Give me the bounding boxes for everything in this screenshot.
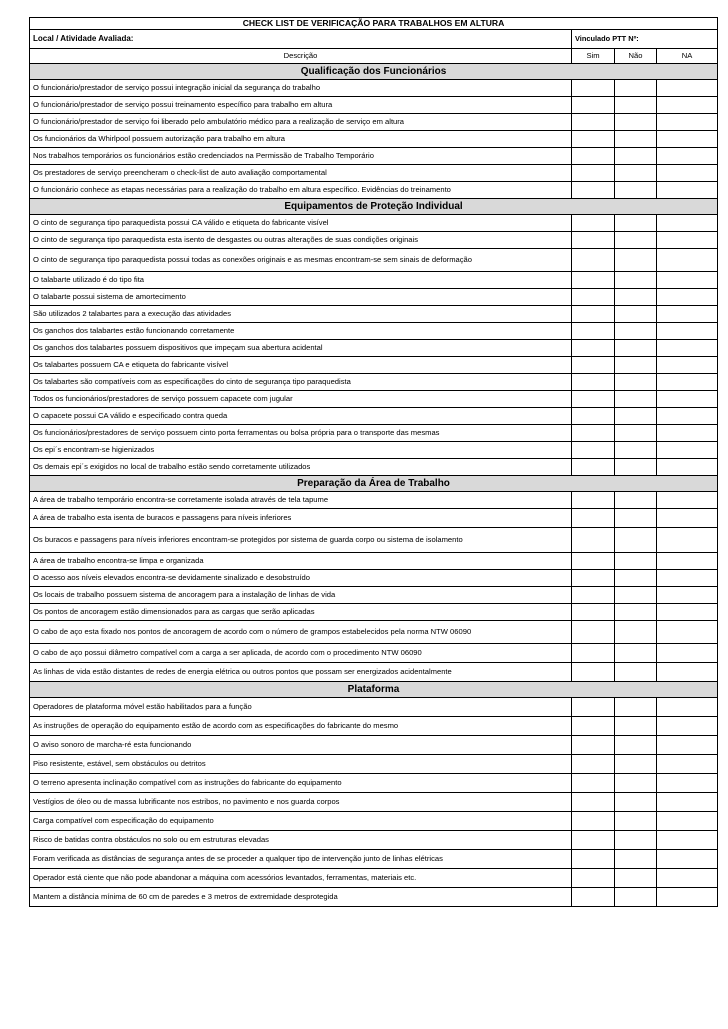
checklist-item-row xyxy=(30,736,718,755)
answer-na-cell[interactable] xyxy=(657,148,718,165)
answer-sim-cell[interactable] xyxy=(572,459,615,476)
answer-na-cell[interactable] xyxy=(657,289,718,306)
checklist-item-row xyxy=(30,272,718,289)
col-sim: Sim xyxy=(572,49,615,64)
answer-nao-cell[interactable] xyxy=(615,182,657,199)
section-title: Equipamentos de Proteção Individual xyxy=(30,199,718,215)
answer-sim-cell[interactable] xyxy=(572,215,615,232)
item-description: Os prestadores de serviço preencheram o check-list de auto avaliação comportamental xyxy=(30,165,572,182)
answer-nao-cell[interactable] xyxy=(615,736,657,755)
answer-nao-cell[interactable] xyxy=(615,215,657,232)
item-description: As instruções de operação do equipamento estão de acordo com as especificações do fabricante do mesmo xyxy=(30,717,572,736)
checklist-item-row xyxy=(30,442,718,459)
answer-sim-cell[interactable] xyxy=(572,570,615,587)
answer-na-cell[interactable] xyxy=(657,850,718,869)
answer-nao-cell[interactable] xyxy=(615,492,657,509)
checklist-title: CHECK LIST DE VERIFICAÇÃO PARA TRABALHOS EM ALTURA xyxy=(30,18,718,30)
answer-sim-cell[interactable] xyxy=(572,165,615,182)
section-header-row xyxy=(30,199,718,215)
checklist-item-row xyxy=(30,425,718,442)
answer-na-cell[interactable] xyxy=(657,888,718,907)
answer-nao-cell[interactable] xyxy=(615,323,657,340)
answer-na-cell[interactable] xyxy=(657,182,718,199)
checklist-item-row xyxy=(30,374,718,391)
section-title: Qualificação dos Funcionários xyxy=(30,64,718,80)
item-description: Todos os funcionários/prestadores de serviço possuem capacete com jugular xyxy=(30,391,572,408)
answer-sim-cell[interactable] xyxy=(572,97,615,114)
answer-na-cell[interactable] xyxy=(657,357,718,374)
answer-sim-cell[interactable] xyxy=(572,249,615,272)
item-description: O cinto de segurança tipo paraquedista possui CA válido e etiqueta do fabricante visível xyxy=(30,215,572,232)
section-header-row xyxy=(30,682,718,698)
answer-sim-cell[interactable] xyxy=(572,148,615,165)
answer-nao-cell[interactable] xyxy=(615,509,657,528)
answer-sim-cell[interactable] xyxy=(572,553,615,570)
answer-nao-cell[interactable] xyxy=(615,165,657,182)
answer-nao-cell[interactable] xyxy=(615,289,657,306)
checklist-item-row xyxy=(30,459,718,476)
checklist-item-row xyxy=(30,888,718,907)
checklist-item-row xyxy=(30,97,718,114)
answer-na-cell[interactable] xyxy=(657,272,718,289)
answer-nao-cell[interactable] xyxy=(615,869,657,888)
answer-sim-cell[interactable] xyxy=(572,323,615,340)
answer-nao-cell[interactable] xyxy=(615,425,657,442)
checklist-item-row xyxy=(30,306,718,323)
item-description: O funcionário conhece as etapas necessárias para a realização do trabalho em altura específico. Evidências do treinamento xyxy=(30,182,572,199)
answer-nao-cell[interactable] xyxy=(615,774,657,793)
item-description: A área de trabalho temporário encontra-se corretamente isolada através de tela tapume xyxy=(30,492,572,509)
answer-nao-cell[interactable] xyxy=(615,812,657,831)
answer-na-cell[interactable] xyxy=(657,509,718,528)
item-description: O terreno apresenta inclinação compatível com as instruções do fabricante do equipamento xyxy=(30,774,572,793)
item-description: O talabarte possui sistema de amortecimento xyxy=(30,289,572,306)
answer-sim-cell[interactable] xyxy=(572,182,615,199)
section-header-row xyxy=(30,64,718,80)
answer-nao-cell[interactable] xyxy=(615,604,657,621)
answer-sim-cell[interactable] xyxy=(572,528,615,553)
answer-sim-cell[interactable] xyxy=(572,717,615,736)
answer-na-cell[interactable] xyxy=(657,323,718,340)
item-description: Os talabartes possuem CA e etiqueta do fabricante visível xyxy=(30,357,572,374)
answer-nao-cell[interactable] xyxy=(615,131,657,148)
answer-nao-cell[interactable] xyxy=(615,717,657,736)
title-row xyxy=(30,18,718,30)
answer-sim-cell[interactable] xyxy=(572,80,615,97)
item-description: Nos trabalhos temporários os funcionários estão credenciados na Permissão de Trabalho Temporário xyxy=(30,148,572,165)
answer-nao-cell[interactable] xyxy=(615,442,657,459)
col-descricao: Descrição xyxy=(30,49,572,64)
answer-na-cell[interactable] xyxy=(657,604,718,621)
answer-na-cell[interactable] xyxy=(657,492,718,509)
answer-sim-cell[interactable] xyxy=(572,425,615,442)
item-description: Os buracos e passagens para níveis inferiores encontram-se protegidos por sistema de guarda corpo ou sistema de isolamento xyxy=(30,528,572,553)
answer-na-cell[interactable] xyxy=(657,374,718,391)
checklist-item-row xyxy=(30,621,718,644)
answer-sim-cell[interactable] xyxy=(572,831,615,850)
answer-sim-cell[interactable] xyxy=(572,340,615,357)
checklist-item-row xyxy=(30,663,718,682)
answer-nao-cell[interactable] xyxy=(615,232,657,249)
col-nao: Não xyxy=(615,49,657,64)
answer-sim-cell[interactable] xyxy=(572,621,615,644)
item-description: As linhas de vida estão distantes de redes de energia elétrica ou outros pontos que possam ser energizados acidentalmente xyxy=(30,663,572,682)
item-description: São utilizados 2 talabartes para a execução das atividades xyxy=(30,306,572,323)
checklist-item-row xyxy=(30,131,718,148)
local-atividade-field[interactable]: Local / Atividade Avaliada: xyxy=(30,30,572,49)
item-description: O funcionário/prestador de serviço possui treinamento específico para trabalho em altura xyxy=(30,97,572,114)
item-description: O aviso sonoro de marcha-ré esta funcionando xyxy=(30,736,572,755)
answer-sim-cell[interactable] xyxy=(572,289,615,306)
checklist-item-row xyxy=(30,755,718,774)
answer-sim-cell[interactable] xyxy=(572,492,615,509)
section-header-row xyxy=(30,476,718,492)
answer-na-cell[interactable] xyxy=(657,408,718,425)
checklist-item-row xyxy=(30,80,718,97)
checklist-item-row xyxy=(30,570,718,587)
answer-sim-cell[interactable] xyxy=(572,850,615,869)
answer-na-cell[interactable] xyxy=(657,391,718,408)
answer-nao-cell[interactable] xyxy=(615,553,657,570)
answer-nao-cell[interactable] xyxy=(615,459,657,476)
answer-nao-cell[interactable] xyxy=(615,850,657,869)
answer-nao-cell[interactable] xyxy=(615,357,657,374)
answer-sim-cell[interactable] xyxy=(572,812,615,831)
answer-na-cell[interactable] xyxy=(657,306,718,323)
column-header-row xyxy=(30,49,718,64)
item-description: Os pontos de ancoragem estão dimensionados para as cargas que serão aplicadas xyxy=(30,604,572,621)
checklist-item-row xyxy=(30,165,718,182)
answer-na-cell[interactable] xyxy=(657,215,718,232)
answer-nao-cell[interactable] xyxy=(615,621,657,644)
section-title: Plataforma xyxy=(30,682,718,698)
answer-nao-cell[interactable] xyxy=(615,391,657,408)
answer-sim-cell[interactable] xyxy=(572,131,615,148)
answer-sim-cell[interactable] xyxy=(572,587,615,604)
answer-na-cell[interactable] xyxy=(657,755,718,774)
answer-sim-cell[interactable] xyxy=(572,114,615,131)
answer-na-cell[interactable] xyxy=(657,459,718,476)
answer-nao-cell[interactable] xyxy=(615,148,657,165)
item-description: Risco de batidas contra obstáculos no solo ou em estruturas elevadas xyxy=(30,831,572,850)
answer-nao-cell[interactable] xyxy=(615,570,657,587)
checklist-item-row xyxy=(30,717,718,736)
answer-na-cell[interactable] xyxy=(657,717,718,736)
item-description: A área de trabalho encontra-se limpa e organizada xyxy=(30,553,572,570)
answer-nao-cell[interactable] xyxy=(615,114,657,131)
checklist-item-row xyxy=(30,831,718,850)
checklist-item-row xyxy=(30,492,718,509)
answer-nao-cell[interactable] xyxy=(615,97,657,114)
section-title: Preparação da Área de Trabalho xyxy=(30,476,718,492)
item-description: O cabo de aço possui diâmetro compatível com a carga a ser aplicada, de acordo com o procedimento NTW 06090 xyxy=(30,644,572,663)
answer-nao-cell[interactable] xyxy=(615,272,657,289)
checklist-item-row xyxy=(30,289,718,306)
checklist-item-row xyxy=(30,774,718,793)
answer-nao-cell[interactable] xyxy=(615,374,657,391)
item-description: A área de trabalho esta isenta de buracos e passagens para níveis inferiores xyxy=(30,509,572,528)
checklist-item-row xyxy=(30,553,718,570)
checklist-item-row xyxy=(30,357,718,374)
item-description: Vestígios de óleo ou de massa lubrificante nos estribos, no pavimento e nos guarda corpos xyxy=(30,793,572,812)
checklist-item-row xyxy=(30,232,718,249)
answer-nao-cell[interactable] xyxy=(615,306,657,323)
answer-sim-cell[interactable] xyxy=(572,408,615,425)
item-description: O acesso aos níveis elevados encontra-se devidamente sinalizado e desobstruído xyxy=(30,570,572,587)
answer-sim-cell[interactable] xyxy=(572,391,615,408)
answer-nao-cell[interactable] xyxy=(615,888,657,907)
answer-na-cell[interactable] xyxy=(657,165,718,182)
checklist-table xyxy=(29,17,718,907)
answer-na-cell[interactable] xyxy=(657,698,718,717)
answer-sim-cell[interactable] xyxy=(572,272,615,289)
item-description: Os demais epi´s exigidos no local de trabalho estão sendo corretamente utilizados xyxy=(30,459,572,476)
answer-na-cell[interactable] xyxy=(657,442,718,459)
item-description: Operador está ciente que não pode abandonar a máquina com acessórios levantados, ferramentas, materiais etc. xyxy=(30,869,572,888)
answer-na-cell[interactable] xyxy=(657,80,718,97)
answer-sim-cell[interactable] xyxy=(572,888,615,907)
answer-sim-cell[interactable] xyxy=(572,604,615,621)
checklist-item-row xyxy=(30,114,718,131)
answer-sim-cell[interactable] xyxy=(572,374,615,391)
answer-sim-cell[interactable] xyxy=(572,663,615,682)
answer-nao-cell[interactable] xyxy=(615,249,657,272)
answer-na-cell[interactable] xyxy=(657,812,718,831)
item-description: Mantem a distância mínima de 60 cm de paredes e 3 metros de extremidade desprotegida xyxy=(30,888,572,907)
answer-na-cell[interactable] xyxy=(657,553,718,570)
local-row xyxy=(30,30,718,49)
answer-na-cell[interactable] xyxy=(657,528,718,553)
answer-nao-cell[interactable] xyxy=(615,408,657,425)
answer-na-cell[interactable] xyxy=(657,249,718,272)
answer-nao-cell[interactable] xyxy=(615,644,657,663)
answer-na-cell[interactable] xyxy=(657,644,718,663)
item-description: Os funcionários da Whirlpool possuem autorização para trabalho em altura xyxy=(30,131,572,148)
item-description: O funcionário/prestador de serviço foi liberado pelo ambulatório médico para a realização de serviço em altura xyxy=(30,114,572,131)
answer-na-cell[interactable] xyxy=(657,570,718,587)
answer-na-cell[interactable] xyxy=(657,587,718,604)
checklist-item-row xyxy=(30,323,718,340)
item-description: O capacete possui CA válido e especificado contra queda xyxy=(30,408,572,425)
answer-sim-cell[interactable] xyxy=(572,755,615,774)
answer-na-cell[interactable] xyxy=(657,869,718,888)
answer-sim-cell[interactable] xyxy=(572,736,615,755)
answer-na-cell[interactable] xyxy=(657,114,718,131)
col-na: NA xyxy=(657,49,718,64)
checklist-item-row xyxy=(30,850,718,869)
checklist-sheet xyxy=(29,17,717,907)
answer-na-cell[interactable] xyxy=(657,736,718,755)
vinculado-ptt-field[interactable]: Vinculado PTT Nº: xyxy=(572,30,718,49)
answer-na-cell[interactable] xyxy=(657,793,718,812)
answer-nao-cell[interactable] xyxy=(615,528,657,553)
answer-sim-cell[interactable] xyxy=(572,509,615,528)
answer-nao-cell[interactable] xyxy=(615,340,657,357)
item-description: Foram verificada as distâncias de segurança antes de se proceder a qualquer tipo de intervenção junto de linhas elétricas xyxy=(30,850,572,869)
answer-nao-cell[interactable] xyxy=(615,80,657,97)
answer-na-cell[interactable] xyxy=(657,621,718,644)
answer-sim-cell[interactable] xyxy=(572,698,615,717)
item-description: O funcionário/prestador de serviço possui integração inicial da segurança do trabalho xyxy=(30,80,572,97)
checklist-item-row xyxy=(30,148,718,165)
answer-sim-cell[interactable] xyxy=(572,306,615,323)
answer-sim-cell[interactable] xyxy=(572,232,615,249)
answer-sim-cell[interactable] xyxy=(572,442,615,459)
checklist-item-row xyxy=(30,869,718,888)
checklist-item-row xyxy=(30,340,718,357)
item-description: O cinto de segurança tipo paraquedista esta isento de desgastes ou outras alterações de suas condições originais xyxy=(30,232,572,249)
item-description: Os locais de trabalho possuem sistema de ancoragem para a instalação de linhas de vida xyxy=(30,587,572,604)
answer-sim-cell[interactable] xyxy=(572,644,615,663)
item-description: Os ganchos dos talabartes possuem dispositivos que impeçam sua abertura acidental xyxy=(30,340,572,357)
item-description: Os epi´s encontram-se higienizados xyxy=(30,442,572,459)
checklist-item-row xyxy=(30,408,718,425)
answer-nao-cell[interactable] xyxy=(615,587,657,604)
answer-na-cell[interactable] xyxy=(657,774,718,793)
checklist-item-row xyxy=(30,812,718,831)
answer-nao-cell[interactable] xyxy=(615,698,657,717)
item-description: Os ganchos dos talabartes estão funcionando corretamente xyxy=(30,323,572,340)
item-description: Operadores de plataforma móvel estão habilitados para a função xyxy=(30,698,572,717)
item-description: Carga compatível com especificação do equipamento xyxy=(30,812,572,831)
item-description: O talabarte utilizado é do tipo fita xyxy=(30,272,572,289)
checklist-item-row xyxy=(30,698,718,717)
checklist-item-row xyxy=(30,509,718,528)
answer-nao-cell[interactable] xyxy=(615,663,657,682)
answer-na-cell[interactable] xyxy=(657,831,718,850)
answer-na-cell[interactable] xyxy=(657,97,718,114)
answer-nao-cell[interactable] xyxy=(615,793,657,812)
answer-sim-cell[interactable] xyxy=(572,793,615,812)
answer-nao-cell[interactable] xyxy=(615,831,657,850)
answer-sim-cell[interactable] xyxy=(572,869,615,888)
answer-na-cell[interactable] xyxy=(657,663,718,682)
checklist-item-row xyxy=(30,793,718,812)
checklist-item-row xyxy=(30,249,718,272)
checklist-item-row xyxy=(30,215,718,232)
item-description: O cinto de segurança tipo paraquedista possui todas as conexões originais e as mesmas encontram-se sem sinais de deformação xyxy=(30,249,572,272)
answer-na-cell[interactable] xyxy=(657,232,718,249)
checklist-item-row xyxy=(30,587,718,604)
item-description: Os talabartes são compatíveis com as especificações do cinto de segurança tipo paraquedista xyxy=(30,374,572,391)
answer-na-cell[interactable] xyxy=(657,340,718,357)
answer-na-cell[interactable] xyxy=(657,425,718,442)
item-description: Piso resistente, estável, sem obstáculos ou detritos xyxy=(30,755,572,774)
checklist-item-row xyxy=(30,528,718,553)
checklist-item-row xyxy=(30,391,718,408)
item-description: O cabo de aço esta fixado nos pontos de ancoragem de acordo com o número de grampos estabelecidos pela norma NTW 06090 xyxy=(30,621,572,644)
answer-na-cell[interactable] xyxy=(657,131,718,148)
answer-nao-cell[interactable] xyxy=(615,755,657,774)
checklist-item-row xyxy=(30,182,718,199)
item-description: Os funcionários/prestadores de serviço possuem cinto porta ferramentas ou bolsa própria para o transporte das mesmas xyxy=(30,425,572,442)
answer-sim-cell[interactable] xyxy=(572,357,615,374)
checklist-item-row xyxy=(30,644,718,663)
answer-sim-cell[interactable] xyxy=(572,774,615,793)
checklist-item-row xyxy=(30,604,718,621)
